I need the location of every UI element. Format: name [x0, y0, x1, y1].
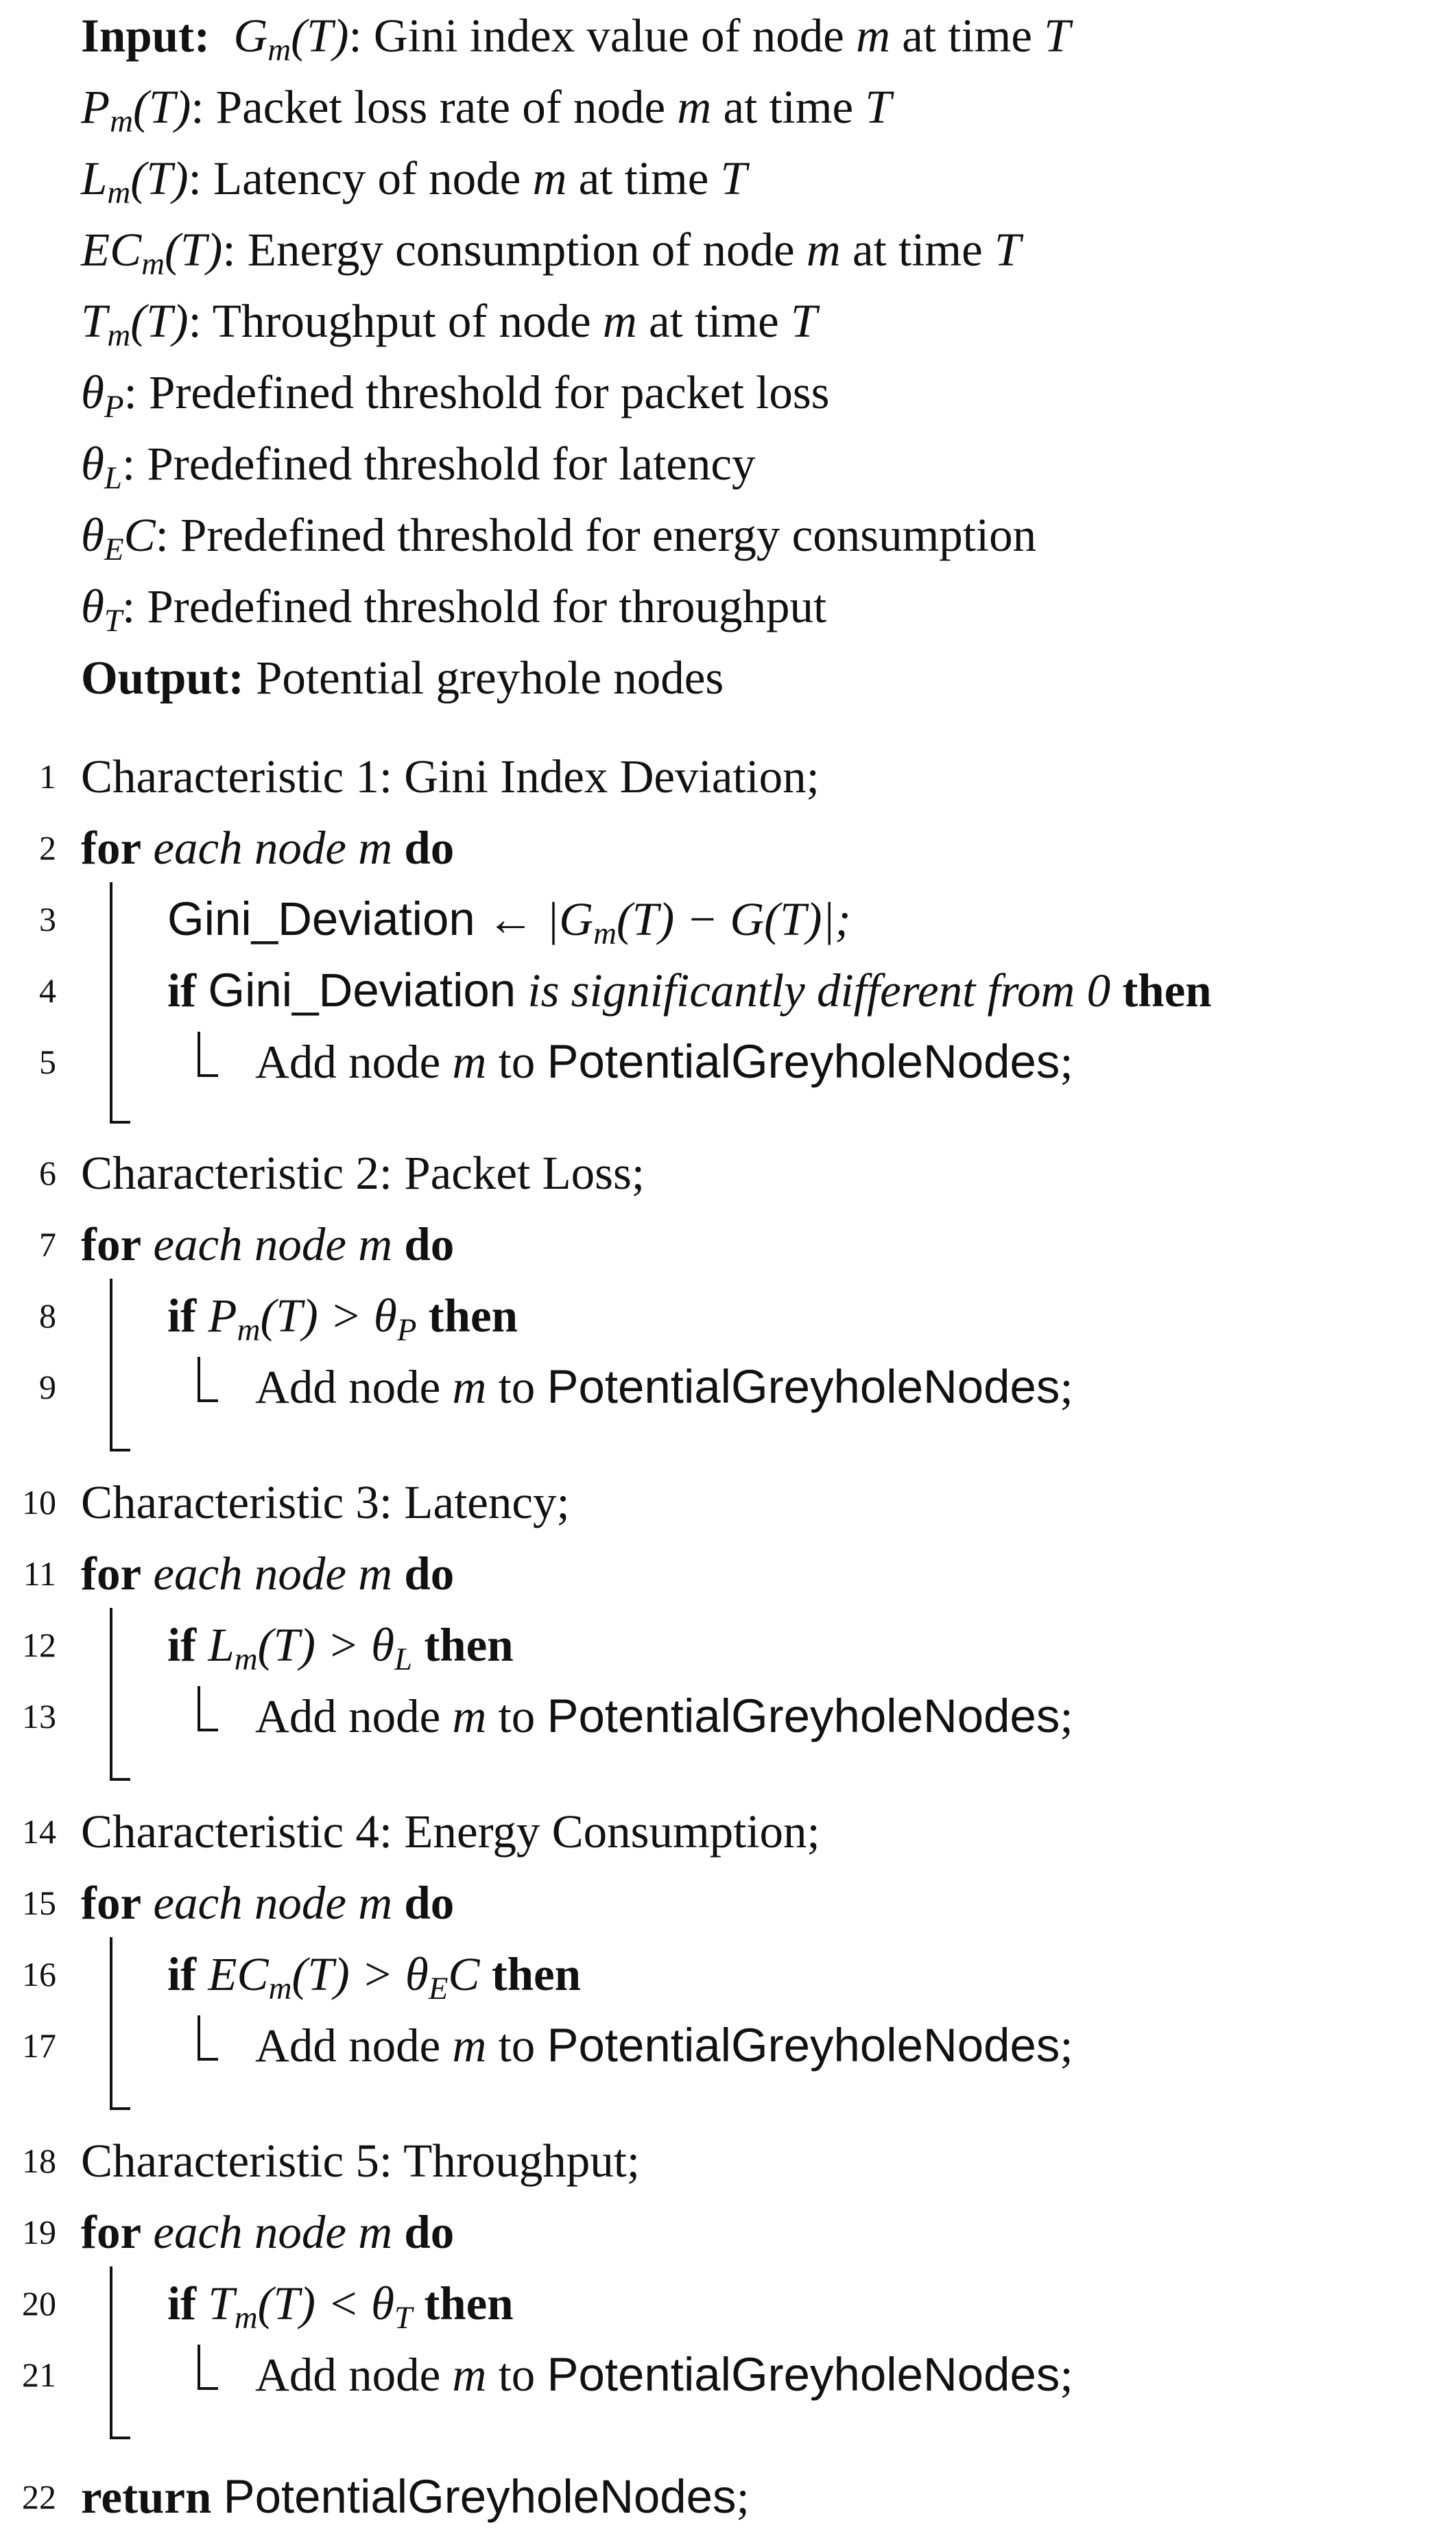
- for-loop: [81, 1867, 454, 1939]
- args: (T): [291, 10, 349, 62]
- line-number: 20: [22, 2284, 56, 2323]
- var-m: m: [452, 1690, 487, 1742]
- keyword-then: then: [428, 1290, 518, 1342]
- add-text: Add node: [255, 2019, 453, 2072]
- line-number: 17: [22, 2026, 56, 2065]
- var-m: m: [452, 1036, 487, 1088]
- var-m: m: [358, 1877, 393, 1929]
- add-node-statement: [255, 2010, 1073, 2081]
- subscript: m: [267, 32, 291, 69]
- algo-line-9: [0, 1351, 1456, 1423]
- theta: θ: [373, 1290, 397, 1342]
- characteristic-label: Characteristic 5: Throughput;: [81, 2135, 641, 2187]
- set-name: PotentialGreyholeNodes: [223, 2470, 737, 2523]
- args: (T): [130, 295, 189, 347]
- algo-line-6: [0, 1137, 1456, 1209]
- description: : Latency of node: [188, 152, 533, 204]
- add-text: Add node: [255, 2349, 453, 2401]
- input-label: Input:: [81, 10, 210, 62]
- algo-line-18: [0, 2125, 1456, 2196]
- args: (T) <: [257, 2277, 372, 2330]
- if-bar-foot: [198, 1729, 218, 1731]
- characteristic-label: Characteristic 1: Gini Index Deviation;: [81, 750, 820, 803]
- line-number: 21: [22, 2356, 56, 2394]
- set-name: PotentialGreyholeNodes: [547, 1360, 1060, 1413]
- to-text: to: [486, 2349, 547, 2401]
- each-node: each node: [153, 1548, 359, 1600]
- if-bar-foot: [198, 1074, 218, 1077]
- description: : Gini index value of node: [348, 10, 857, 62]
- subscript: m: [107, 318, 131, 354]
- var2: T: [790, 295, 817, 347]
- var-m: m: [452, 2019, 487, 2072]
- if-bar: [198, 2015, 200, 2061]
- tail: at time: [566, 152, 721, 204]
- add-text: Add node: [255, 1361, 453, 1413]
- var2: T: [720, 152, 747, 204]
- algo-line-4: [0, 955, 1456, 1026]
- symbol: EC: [81, 224, 142, 276]
- gini-deviation-var: Gini_Deviation: [208, 964, 516, 1017]
- threshold-packet-loss: [81, 357, 830, 428]
- algo-line-19: [0, 2196, 1456, 2268]
- line-number: 13: [22, 1697, 56, 1735]
- symbol: EC: [208, 1948, 269, 2000]
- subscript: m: [234, 1642, 258, 1678]
- args: (T) >: [291, 1948, 405, 2000]
- input-line-energy: [81, 214, 1021, 285]
- characteristic-label: Characteristic 4: Energy Consumption;: [81, 1805, 820, 1858]
- theta: θ: [81, 438, 104, 490]
- semicolon: ;: [1060, 1361, 1073, 1413]
- var: m: [602, 295, 637, 347]
- symbol: T: [81, 295, 108, 347]
- return-statement: [81, 2461, 750, 2533]
- to-text: to: [486, 2019, 547, 2072]
- keyword-do: do: [404, 822, 455, 874]
- if-latency: [167, 1609, 514, 1681]
- theta: θ: [81, 366, 104, 418]
- keyword-do: do: [404, 1548, 455, 1600]
- semicolon: ;: [1060, 2019, 1073, 2072]
- subscript: m: [234, 2300, 258, 2336]
- description: : Energy consumption of node: [222, 224, 807, 276]
- algo-line-22: [0, 2461, 1456, 2533]
- keyword-do: do: [404, 1877, 455, 1929]
- tail: at time: [711, 81, 866, 133]
- keyword-for: for: [81, 1877, 142, 1929]
- block-bar: [110, 1608, 112, 1781]
- tail: at time: [636, 295, 791, 347]
- args: (T) >: [257, 1619, 372, 1671]
- var: m: [806, 224, 841, 276]
- keyword-then: then: [424, 2277, 514, 2330]
- subscript: m: [110, 104, 134, 140]
- to-text: to: [486, 1036, 547, 1088]
- line-number: 9: [39, 1368, 56, 1406]
- keyword-if: if: [167, 2277, 197, 2330]
- var-m: m: [358, 2206, 393, 2258]
- line-number: 2: [39, 829, 56, 867]
- add-node-statement: [255, 1026, 1073, 1098]
- semicolon: ;: [1060, 1036, 1073, 1088]
- algo-line-10: [0, 1467, 1456, 1538]
- set-name: PotentialGreyholeNodes: [547, 2019, 1060, 2072]
- if-bar-foot: [198, 2387, 218, 2390]
- semicolon: ;: [1060, 2349, 1073, 2401]
- args: (T): [165, 224, 223, 276]
- keyword-return: return: [81, 2471, 212, 2523]
- symbol: P: [208, 1290, 237, 1342]
- assign-expr: ← |G: [475, 893, 594, 945]
- algo-line-13: [0, 1681, 1456, 1752]
- line-number: 14: [22, 1812, 56, 1851]
- var2: T: [865, 81, 892, 133]
- algo-line-2: [0, 812, 1456, 884]
- output-text: Potential greyhole nodes: [255, 652, 724, 704]
- subscript: L: [394, 1642, 413, 1678]
- each-node: each node: [153, 1218, 359, 1270]
- add-node-statement: [255, 1351, 1073, 1423]
- if-bar: [198, 2345, 200, 2390]
- line-number: 5: [39, 1043, 56, 1081]
- semicolon: ;: [1060, 1690, 1073, 1742]
- keyword-for: for: [81, 1548, 142, 1600]
- for-loop: [81, 1209, 454, 1280]
- characteristic-label: Characteristic 3: Latency;: [81, 1476, 570, 1528]
- tail: at time: [890, 10, 1045, 62]
- theta: θ: [371, 1619, 394, 1671]
- to-text: to: [486, 1690, 547, 1742]
- for-loop: [81, 812, 454, 884]
- line-number: 3: [39, 900, 56, 938]
- var-m: m: [358, 1218, 393, 1270]
- block-bar-foot: [110, 2107, 130, 2110]
- var-m: m: [358, 1548, 393, 1600]
- if-bar-foot: [198, 1399, 218, 1402]
- subscript: P: [396, 1312, 417, 1349]
- input-line-throughput: [81, 285, 817, 357]
- threshold-energy: [81, 499, 1036, 571]
- block-bar-foot: [110, 1778, 130, 1781]
- theta: θ: [81, 509, 104, 561]
- var: m: [856, 10, 891, 62]
- subscript: T: [104, 603, 122, 639]
- subscript: m: [268, 1971, 292, 2007]
- subscript: L: [104, 460, 122, 497]
- args: (T) >: [260, 1290, 374, 1342]
- each-node: each node: [153, 822, 359, 874]
- algo-line-1: [0, 741, 1456, 812]
- if-packet-loss: [167, 1280, 518, 1351]
- for-loop: [81, 2196, 454, 2268]
- if-bar: [198, 1357, 200, 1402]
- condition-text: is significantly different from 0: [516, 964, 1123, 1017]
- threshold-throughput: [81, 571, 826, 642]
- args: (T): [130, 152, 189, 204]
- keyword-if: if: [167, 964, 197, 1017]
- theta: θ: [405, 1948, 429, 2000]
- algo-line-20: [0, 2268, 1456, 2339]
- subscript: m: [237, 1312, 261, 1349]
- keyword-for: for: [81, 822, 142, 874]
- keyword-for: for: [81, 2206, 142, 2258]
- keyword-if: if: [167, 1948, 197, 2000]
- block-bar: [110, 2266, 112, 2439]
- after: C: [123, 509, 156, 561]
- algo-line-17: [0, 2010, 1456, 2081]
- line-number: 18: [22, 2142, 56, 2180]
- keyword-if: if: [167, 1619, 197, 1671]
- block-bar-foot: [110, 1449, 130, 1451]
- var2: T: [994, 224, 1021, 276]
- line-number: 4: [39, 971, 56, 1010]
- algo-line-16: [0, 1939, 1456, 2010]
- semicolon: ;: [736, 2471, 750, 2523]
- theta: θ: [371, 2277, 394, 2330]
- output-label: Output:: [81, 652, 244, 704]
- threshold-latency: [81, 428, 756, 499]
- symbol: G: [233, 10, 268, 62]
- algo-line-12: [0, 1609, 1456, 1681]
- keyword-then: then: [491, 1948, 582, 2000]
- var-m: m: [452, 2349, 487, 2401]
- description: : Packet loss rate of node: [191, 81, 678, 133]
- line-number: 19: [22, 2213, 56, 2251]
- line-number: 16: [22, 1955, 56, 1993]
- symbol: P: [81, 81, 110, 133]
- assign-expr-tail: (T) − G(T)|;: [616, 893, 851, 945]
- keyword-then: then: [1122, 964, 1212, 1017]
- if-bar-foot: [198, 2058, 218, 2061]
- after: C: [448, 1948, 480, 2000]
- gini-deviation-var: Gini_Deviation: [167, 892, 475, 945]
- block-bar: [110, 1279, 112, 1451]
- add-node-statement: [255, 1681, 1073, 1752]
- algo-line-8: [0, 1280, 1456, 1351]
- algo-line-7: [0, 1209, 1456, 1280]
- symbol: L: [81, 152, 108, 204]
- algo-line-3: [0, 884, 1456, 955]
- gini-assignment: [167, 884, 850, 955]
- input-line-packet-loss: [81, 71, 892, 143]
- add-text: Add node: [255, 1690, 453, 1742]
- block-bar-foot: [110, 2437, 130, 2439]
- if-throughput: [167, 2268, 514, 2339]
- symbol: T: [208, 2277, 235, 2330]
- tail: at time: [840, 224, 994, 276]
- if-bar: [198, 1686, 200, 1731]
- subscript: m: [593, 916, 617, 952]
- subscript: m: [141, 246, 165, 283]
- add-node-statement: [255, 2339, 1073, 2410]
- subscript: E: [104, 532, 124, 568]
- algo-line-11: [0, 1538, 1456, 1609]
- subscript: m: [107, 175, 131, 211]
- if-bar: [198, 1032, 200, 1077]
- symbol: L: [208, 1619, 235, 1671]
- description: : Predefined threshold for latency: [122, 438, 756, 490]
- block-bar: [110, 1937, 112, 2110]
- var2: T: [1044, 10, 1071, 62]
- keyword-do: do: [404, 1218, 455, 1270]
- each-node: each node: [153, 2206, 359, 2258]
- to-text: to: [486, 1361, 547, 1413]
- line-number: 10: [22, 1483, 56, 1521]
- for-loop: [81, 1538, 454, 1609]
- keyword-for: for: [81, 1218, 142, 1270]
- theta: θ: [81, 580, 104, 632]
- if-energy: [167, 1939, 581, 2010]
- description: : Predefined threshold for throughput: [122, 580, 827, 632]
- output-line: [81, 642, 724, 713]
- line-number: 1: [39, 757, 56, 796]
- add-text: Add node: [255, 1036, 453, 1088]
- input-line-gini: [81, 0, 1071, 71]
- keyword-do: do: [404, 2206, 455, 2258]
- each-node: each node: [153, 1877, 359, 1929]
- description: : Throughput of node: [188, 295, 603, 347]
- subscript: T: [394, 2300, 413, 2336]
- var: m: [532, 152, 567, 204]
- description: : Predefined threshold for packet loss: [123, 366, 830, 418]
- algo-line-5: [0, 1026, 1456, 1098]
- line-number: 8: [39, 1296, 56, 1335]
- line-number: 12: [22, 1626, 56, 1664]
- var-m: m: [452, 1361, 487, 1413]
- set-name: PotentialGreyholeNodes: [547, 1690, 1060, 1742]
- set-name: PotentialGreyholeNodes: [547, 2348, 1060, 2401]
- block-bar: [110, 882, 112, 1124]
- line-number: 7: [39, 1225, 56, 1264]
- line-number: 15: [22, 1884, 56, 1922]
- var: m: [677, 81, 712, 133]
- line-number: 6: [39, 1154, 56, 1192]
- description: : Predefined threshold for energy consumption: [155, 509, 1037, 561]
- input-line-latency: [81, 143, 747, 214]
- var-m: m: [358, 822, 393, 874]
- keyword-if: if: [167, 1290, 197, 1342]
- args: (T): [133, 81, 191, 133]
- block-bar-foot: [110, 1121, 130, 1124]
- if-gini: [167, 955, 1212, 1026]
- algo-line-14: [0, 1796, 1456, 1867]
- subscript: E: [428, 1971, 449, 2007]
- subscript: P: [104, 389, 124, 425]
- line-number: 11: [23, 1554, 56, 1593]
- characteristic-label: Characteristic 2: Packet Loss;: [81, 1147, 645, 1199]
- keyword-then: then: [424, 1619, 514, 1671]
- algo-line-15: [0, 1867, 1456, 1939]
- algo-line-21: [0, 2339, 1456, 2410]
- line-number: 22: [22, 2478, 56, 2516]
- set-name: PotentialGreyholeNodes: [547, 1035, 1060, 1088]
